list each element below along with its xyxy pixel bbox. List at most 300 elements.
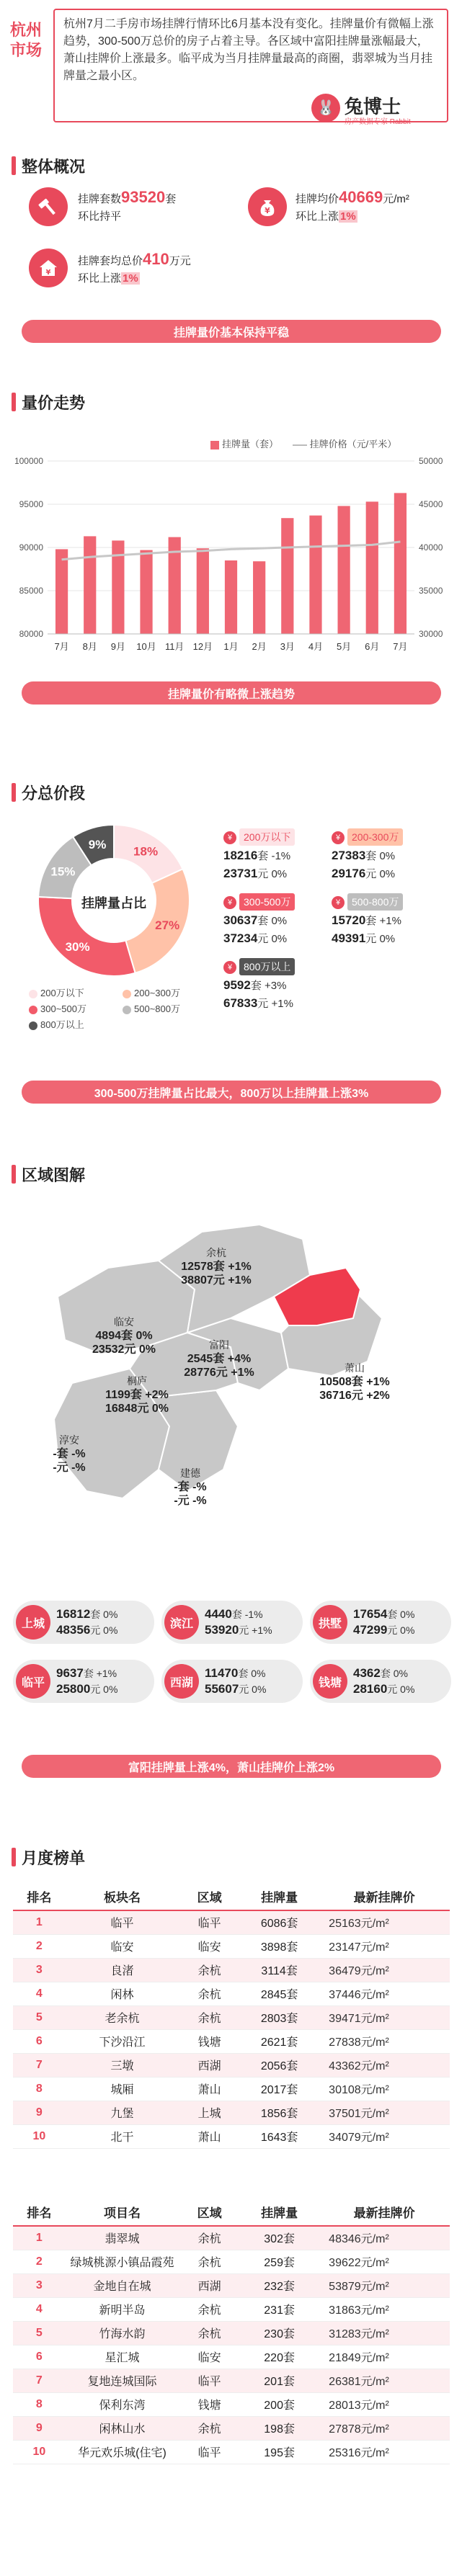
table-row <box>13 2226 450 2250</box>
table-row <box>13 1958 450 1982</box>
segment-section-title <box>12 779 85 805</box>
region-lines <box>205 1606 272 1638</box>
segment-price-unit: 元 <box>257 998 269 1010</box>
table-cell: 临平 <box>179 2440 240 2464</box>
map-label-count: 4894套 0% <box>95 1330 153 1342</box>
map-label-name: 临安 <box>114 1316 134 1328</box>
table-cell: 城厢 <box>66 2077 179 2101</box>
table-cell: 临平 <box>179 1910 240 1934</box>
kpi-avg-total <box>78 251 191 287</box>
map-label <box>176 1338 262 1379</box>
column-header: 排名 <box>13 1883 66 1910</box>
segment-count: 27383 <box>332 849 366 862</box>
table-cell: 萧山 <box>179 2077 240 2101</box>
segment-price: 67833 <box>223 996 258 1010</box>
kpi-avg-price <box>296 189 409 225</box>
segment-title: 分总价段 <box>22 784 86 802</box>
kpi-value: 93520 <box>121 188 166 206</box>
region-card <box>310 1601 451 1644</box>
table-cell: 6 <box>13 2345 66 2369</box>
column-header: 项目名 <box>66 2199 179 2226</box>
kpi-change-pct: 1% <box>123 272 138 285</box>
map-label-count: 10508套 +1% <box>319 1376 390 1388</box>
region-badge: 拱墅 <box>313 1605 347 1640</box>
map-label-price: -元 -% <box>53 1462 86 1474</box>
table-cell: 27838元/m² <box>319 2029 450 2053</box>
segment-stat <box>223 828 295 883</box>
table-row <box>13 2321 450 2345</box>
region-count-unit: 套 <box>380 1668 391 1679</box>
bar <box>253 561 265 634</box>
y-right-tick-label: 35000 <box>419 586 443 596</box>
region-count: 17654 <box>353 1607 388 1621</box>
table-cell: 良渚 <box>66 1958 179 1982</box>
bar <box>366 501 378 634</box>
ranking-section-title <box>12 1844 85 1870</box>
y-right-tick-label: 50000 <box>419 456 443 466</box>
donut-legend <box>29 985 216 1033</box>
segment-count: 30637 <box>223 913 258 927</box>
region-lines <box>56 1665 117 1697</box>
region-card <box>161 1601 303 1644</box>
region-price: 47299 <box>353 1623 388 1637</box>
trend-chart <box>0 454 462 663</box>
segment-count: 18216 <box>223 849 258 862</box>
region-price-change: 0% <box>103 1624 118 1636</box>
legend-swatch <box>29 1006 37 1014</box>
table-cell: 1856套 <box>240 2101 319 2124</box>
title-bar-icon <box>12 1848 16 1866</box>
kpi-change-pct: 1% <box>340 210 356 223</box>
legend-item <box>29 985 123 1001</box>
trend-banner: 挂牌量价有略微上涨趋势 <box>22 681 441 705</box>
bar <box>84 536 96 634</box>
map-label <box>81 1315 167 1356</box>
table-cell: 萧山 <box>179 2124 240 2148</box>
legend-item <box>123 985 216 1001</box>
segment-price-change: 0% <box>379 868 396 880</box>
table-cell: 余杭 <box>179 2416 240 2440</box>
bar <box>338 506 350 634</box>
table-cell: 2 <box>13 2250 66 2273</box>
region-card <box>13 1660 154 1703</box>
table-cell: 余杭 <box>179 2005 240 2029</box>
legend-swatch <box>123 990 131 998</box>
table-row <box>13 2124 450 2148</box>
kpi-unit: 元/m² <box>383 193 409 205</box>
table-cell: 30108元/m² <box>319 2077 450 2101</box>
table-cell: 余杭 <box>179 2226 240 2250</box>
house-price-icon <box>29 249 68 287</box>
region-price: 48356 <box>56 1623 91 1637</box>
table-cell: 43362元/m² <box>319 2053 450 2077</box>
kpi-change: 环比上涨 <box>78 272 122 285</box>
table-cell: 10 <box>13 2124 66 2148</box>
x-tick-label: 3月 <box>280 641 295 652</box>
table-cell: 37446元/m² <box>319 1982 450 2005</box>
table-cell: 1643套 <box>240 2124 319 2148</box>
region-card <box>13 1601 154 1644</box>
table-cell: 余杭 <box>179 2297 240 2321</box>
region-price-change: +1% <box>252 1624 272 1636</box>
y-left-tick-label: 95000 <box>19 499 43 509</box>
table-cell: 复地连城国际 <box>66 2369 179 2392</box>
ranking-title: 月度榜单 <box>22 1848 86 1867</box>
table-row <box>13 2053 450 2077</box>
table-cell: 259套 <box>240 2250 319 2273</box>
table-cell: 余杭 <box>179 1958 240 1982</box>
column-header: 最新挂牌价 <box>319 2199 450 2226</box>
kpi-unit: 套 <box>165 193 177 205</box>
x-tick-label: 10月 <box>136 641 156 652</box>
hammer-icon <box>29 187 68 226</box>
table-cell: 6086套 <box>240 1910 319 1934</box>
table-cell: 2803套 <box>240 2005 319 2029</box>
table-cell: 2017套 <box>240 2077 319 2101</box>
coin-icon: ¥ <box>332 896 345 909</box>
segment-count: 15720 <box>332 913 366 927</box>
region-count-change: +1% <box>96 1668 117 1679</box>
region-badge: 钱塘 <box>313 1664 347 1699</box>
region-price-unit: 元 <box>90 1624 101 1636</box>
intro-text: 杭州7月二手房市场挂牌行情环比6月基本没有变化。挂牌量价有微幅上涨趋势，300-500万总价的房子占着主导。各区域中富阳挂牌量涨幅最大，萧山挂牌价上涨最多。临平成为当月挂牌量最高的商圈，翡翠城为当月挂牌量之最小区。 <box>63 18 434 82</box>
region-count-change: 0% <box>393 1668 408 1679</box>
legend-label: 200万以下 <box>40 988 84 998</box>
bar <box>55 549 68 634</box>
map-label-price: 36716元 +2% <box>319 1390 390 1402</box>
sector-ranking-table <box>13 1883 450 2149</box>
table-row <box>13 2029 450 2053</box>
legend-label: 300~500万 <box>40 1003 86 1014</box>
legend-bar-swatch <box>210 441 219 450</box>
column-header: 挂牌量 <box>240 2199 319 2226</box>
table-cell: 上城 <box>179 2101 240 2124</box>
region-count: 11470 <box>205 1666 239 1680</box>
title-bar-icon <box>12 156 16 175</box>
table-cell: 4 <box>13 1982 66 2005</box>
region-count-change: 0% <box>251 1668 266 1679</box>
region-count: 4362 <box>353 1666 381 1680</box>
money-bag-icon <box>248 187 287 226</box>
region-count-unit: 套 <box>387 1609 398 1620</box>
segment-price-unit: 元 <box>257 868 269 880</box>
segment-price: 49391 <box>332 931 366 945</box>
table-cell: 新明半岛 <box>66 2297 179 2321</box>
x-tick-label: 5月 <box>336 641 352 652</box>
segment-price-change: 0% <box>379 933 396 945</box>
svg-text:¥: ¥ <box>265 206 270 215</box>
column-header: 最新挂牌价 <box>319 1883 450 1910</box>
region-price-unit: 元 <box>239 1683 249 1695</box>
table-row <box>13 2369 450 2392</box>
legend-label: 200~300万 <box>134 988 180 998</box>
coin-icon: ¥ <box>332 831 345 844</box>
table-cell: 下沙沿江 <box>66 2029 179 2053</box>
logo-sub: 房产数据专家 Rabbit <box>345 118 411 126</box>
kpi-label: 挂牌套数 <box>78 193 122 205</box>
rabbit-logo-icon: 🐰 <box>311 94 340 122</box>
region-price-change: 0% <box>252 1683 267 1695</box>
legend-label: 800万以上 <box>40 1019 84 1030</box>
table-cell: 绿城桃源小镇品霞苑 <box>66 2250 179 2273</box>
table-cell: 232套 <box>240 2273 319 2297</box>
table-row <box>13 2005 450 2029</box>
bar <box>225 560 237 634</box>
coin-icon: ¥ <box>223 831 236 844</box>
bar <box>309 516 321 634</box>
bar <box>281 518 293 634</box>
logo <box>311 92 441 130</box>
segment-count: 9592 <box>223 978 251 992</box>
legend-bar-label: 挂牌量（套） <box>222 439 279 450</box>
table-cell: 5 <box>13 2005 66 2029</box>
segment-count-change: 0% <box>379 850 396 862</box>
table-cell: 201套 <box>240 2369 319 2392</box>
table-cell: 华元欢乐城(住宅) <box>66 2440 179 2464</box>
table-cell: 9 <box>13 2416 66 2440</box>
table-cell: 200套 <box>240 2392 319 2416</box>
legend-item <box>29 1017 123 1033</box>
region-count-change: -1% <box>244 1609 263 1620</box>
table-cell: 3 <box>13 2273 66 2297</box>
table-row <box>13 2297 450 2321</box>
table-cell: 临安 <box>66 1934 179 1958</box>
segment-count-change: +1% <box>379 915 401 927</box>
region-section-title <box>12 1161 85 1187</box>
table-cell: 1 <box>13 1910 66 1934</box>
legend-line-swatch <box>293 444 307 446</box>
legend-swatch <box>123 1006 131 1014</box>
segment-price-unit: 元 <box>257 933 269 945</box>
region-price: 25800 <box>56 1682 91 1696</box>
trend-section-title <box>12 389 85 415</box>
table-cell: 53879元/m² <box>319 2273 450 2297</box>
table-cell: 302套 <box>240 2226 319 2250</box>
column-header: 挂牌量 <box>240 1883 319 1910</box>
table-cell: 北干 <box>66 2124 179 2148</box>
table-cell: 31283元/m² <box>319 2321 450 2345</box>
region-count: 9637 <box>56 1666 84 1680</box>
title-bar-icon <box>12 393 16 411</box>
map-label-count: 1199套 +2% <box>105 1389 169 1401</box>
map-label-price: 28776元 +1% <box>184 1367 254 1379</box>
table-cell: 临安 <box>179 2345 240 2369</box>
x-tick-label: 4月 <box>308 641 324 652</box>
kpi-value: 40669 <box>339 188 383 206</box>
table-cell: 25316元/m² <box>319 2440 450 2464</box>
kpi-value: 410 <box>143 250 169 268</box>
segment-count-change: +3% <box>265 980 287 992</box>
table-cell: 闲林 <box>66 1982 179 2005</box>
region-card <box>161 1660 303 1703</box>
region-price-unit: 元 <box>90 1683 101 1695</box>
project-ranking-table <box>13 2199 450 2464</box>
kpi-label: 挂牌套均总价 <box>78 255 143 267</box>
x-tick-label: 7月 <box>54 641 69 652</box>
region-price: 28160 <box>353 1682 388 1696</box>
table-cell: 37501元/m² <box>319 2101 450 2124</box>
segment-price-unit: 元 <box>365 933 377 945</box>
table-cell: 1 <box>13 2226 66 2250</box>
table-cell: 39622元/m² <box>319 2250 450 2273</box>
region-card <box>310 1660 451 1703</box>
table-cell: 25163元/m² <box>319 1910 450 1934</box>
table-cell: 三墩 <box>66 2053 179 2077</box>
y-left-tick-label: 85000 <box>19 586 43 596</box>
region-count-change: 0% <box>103 1609 118 1620</box>
y-left-tick-label: 100000 <box>14 456 43 466</box>
column-header: 排名 <box>13 2199 66 2226</box>
table-cell: 2621套 <box>240 2029 319 2053</box>
segment-count-unit: 套 <box>250 980 262 992</box>
region-price-change: 0% <box>400 1624 415 1636</box>
column-header: 区域 <box>179 2199 240 2226</box>
y-right-tick-label: 30000 <box>419 629 443 639</box>
table-cell: 余杭 <box>179 2250 240 2273</box>
table-row <box>13 2345 450 2369</box>
x-tick-label: 7月 <box>393 641 408 652</box>
region-badge: 临平 <box>16 1664 50 1699</box>
region-banner: 富阳挂牌量上涨4%，萧山挂牌价上涨2% <box>22 1755 441 1778</box>
map-label <box>173 1246 259 1287</box>
overview-title: 整体概况 <box>22 157 86 176</box>
region-price-unit: 元 <box>387 1624 398 1636</box>
table-cell: 金地自在城 <box>66 2273 179 2297</box>
legend-swatch <box>29 1021 37 1030</box>
slice-label: 27% <box>155 918 180 932</box>
map-label <box>94 1374 180 1416</box>
segment-stat <box>332 893 403 948</box>
table-cell: 九堡 <box>66 2101 179 2124</box>
table-cell: 7 <box>13 2053 66 2077</box>
header <box>0 0 462 137</box>
segment-tag: 800万以上 <box>239 958 295 975</box>
table-cell: 9 <box>13 2101 66 2124</box>
region-badge: 上城 <box>16 1605 50 1640</box>
table-cell: 31863元/m² <box>319 2297 450 2321</box>
map-label-count: 12578套 +1% <box>181 1261 252 1273</box>
table-cell: 翡翠城 <box>66 2226 179 2250</box>
kpi-unit: 万元 <box>169 255 191 267</box>
table-row <box>13 2101 450 2124</box>
table-cell: 老余杭 <box>66 2005 179 2029</box>
table-cell: 5 <box>13 2321 66 2345</box>
table-cell: 星汇城 <box>66 2345 179 2369</box>
region-price-unit: 元 <box>239 1624 249 1636</box>
kpi-change: 环比持平 <box>78 210 122 223</box>
map-label <box>147 1467 234 1508</box>
table-cell: 竹海水韵 <box>66 2321 179 2345</box>
table-cell: 4 <box>13 2297 66 2321</box>
title-bar-icon <box>12 783 16 802</box>
region-count-unit: 套 <box>90 1609 101 1620</box>
city-label: 杭州市场 <box>10 21 43 59</box>
donut-center-label: 挂牌量占比 <box>81 896 146 911</box>
segment-tag: 200-300万 <box>347 828 403 846</box>
table-cell: 钱塘 <box>179 2029 240 2053</box>
segment-tag: 500-800万 <box>347 893 403 911</box>
table-cell: 220套 <box>240 2345 319 2369</box>
map-label-name: 萧山 <box>345 1362 365 1374</box>
table-cell: 28013元/m² <box>319 2392 450 2416</box>
coin-icon: ¥ <box>223 961 236 974</box>
region-count-change: 0% <box>400 1609 415 1620</box>
slice-label: 9% <box>88 837 107 851</box>
overview-banner: 挂牌量价基本保持平稳 <box>22 320 441 343</box>
region-lines <box>56 1606 117 1638</box>
x-tick-label: 11月 <box>164 641 185 652</box>
y-left-tick-label: 80000 <box>19 629 43 639</box>
segment-count-change: -1% <box>271 850 291 862</box>
region-price-change: 0% <box>103 1683 118 1695</box>
region-count: 4440 <box>205 1607 232 1621</box>
segment-count-unit: 套 <box>365 915 377 927</box>
table-header-row <box>13 2199 450 2226</box>
map-label-price: -元 -% <box>174 1495 207 1507</box>
legend-item <box>29 1001 123 1017</box>
table-row <box>13 2273 450 2297</box>
segment-tag: 300-500万 <box>239 893 295 911</box>
table-cell: 27878元/m² <box>319 2416 450 2440</box>
x-tick-label: 12月 <box>192 641 213 652</box>
map-label-count: -套 -% <box>53 1448 86 1460</box>
kpi-change: 环比上涨 <box>296 210 339 223</box>
kpi-label: 挂牌均价 <box>296 193 339 205</box>
region-lines <box>353 1665 414 1697</box>
y-left-tick-label: 90000 <box>19 542 43 553</box>
segment-stat <box>223 958 295 1013</box>
segment-count-unit: 套 <box>365 850 377 862</box>
x-tick-label: 2月 <box>252 641 267 652</box>
segment-banner: 300-500万挂牌量占比最大，800万以上挂牌量上涨3% <box>22 1081 441 1104</box>
bar <box>197 548 209 634</box>
table-cell: 西湖 <box>179 2053 240 2077</box>
legend-swatch <box>29 990 37 998</box>
legend-item <box>123 1001 216 1017</box>
table-cell: 195套 <box>240 2440 319 2464</box>
table-cell: 6 <box>13 2029 66 2053</box>
region-price-change: 0% <box>400 1683 415 1695</box>
map-label-name: 桐庐 <box>127 1375 147 1387</box>
segment-count-unit: 套 <box>257 915 269 927</box>
coin-icon: ¥ <box>223 896 236 909</box>
table-cell: 231套 <box>240 2297 319 2321</box>
table-cell: 198套 <box>240 2416 319 2440</box>
x-tick-label: 1月 <box>223 641 239 652</box>
kpi-listing-count <box>78 189 176 225</box>
region-count-unit: 套 <box>231 1609 242 1620</box>
legend-line-label: 挂牌价格（元/平米） <box>309 439 397 450</box>
table-cell: 26381元/m² <box>319 2369 450 2392</box>
table-cell: 西湖 <box>179 2273 240 2297</box>
map-label-price: 38807元 +1% <box>181 1274 252 1287</box>
segment-price-change: +1% <box>271 998 293 1010</box>
table-cell: 2845套 <box>240 1982 319 2005</box>
table-cell: 3 <box>13 1958 66 1982</box>
table-row <box>13 2250 450 2273</box>
segment-price: 37234 <box>223 931 258 945</box>
table-row <box>13 2392 450 2416</box>
table-cell: 2 <box>13 1934 66 1958</box>
map-label-name: 淳安 <box>59 1434 79 1446</box>
bar <box>394 493 407 634</box>
segment-count-change: 0% <box>271 915 288 927</box>
y-right-tick-label: 45000 <box>419 499 443 509</box>
region-price-unit: 元 <box>387 1683 398 1695</box>
title-bar-icon <box>12 1165 16 1184</box>
table-cell: 36479元/m² <box>319 1958 450 1982</box>
table-cell: 23147元/m² <box>319 1934 450 1958</box>
